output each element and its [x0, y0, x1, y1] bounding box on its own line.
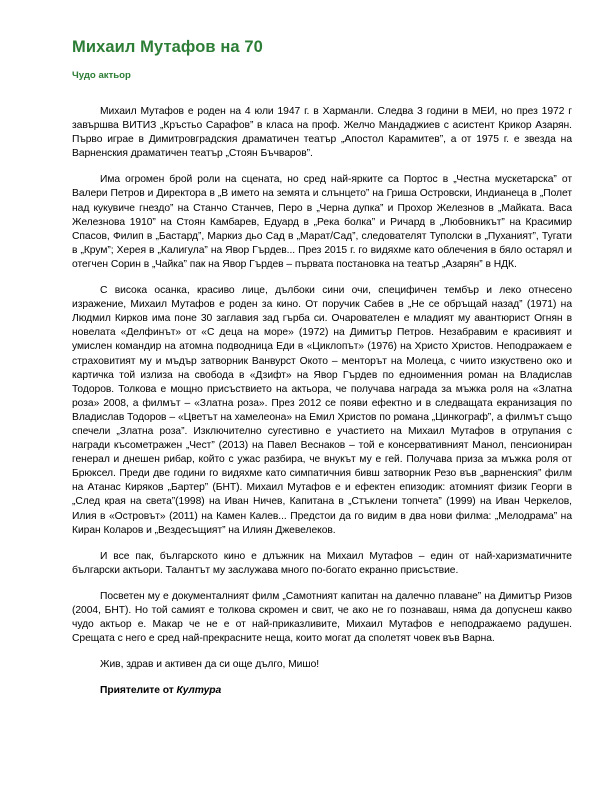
paragraph-1: Михаил Мутафов е роден на 4 юли 1947 г. в Харманли. Следва 3 години в МЕИ, но през 1972 г завършва ВИТИЗ „Кръстьо Сарафов” в класа на проф. Желчо Мандаджиев с асистент Крикор Азарян. Първо играе в Димитровградския драматичен театър „Апостол Карамитев”, а от 1975 г. е звезда на Варненския драматичен театър „Стоян Бъчваров”.	[72, 106, 572, 160]
paragraph-3: С висока осанка, красиво лице, дълбоки сини очи, специфичен тембър и леко отнесено изражение, Михаил Мутафов е роден за кино. От поручик Сабев в „Не се обръщай назад” (1971) на Людмил Кирков има поне 30 заглавия зад гърба си. Очарователен е младият му авантюрист Огнян в новелата «Делфинът» от «С деца на море» (1972) на Димитър Петров. Незабравим е красивият и умислен командир на атомна подводница Еди в «Циклопът» (1976) на Христо Христов. Неподражаем е страховитият му и мъдър затворник Ванвурст Окото – менторът на Молеца, с чиито изкуствено око и картичка той излиза на свобода в «Дзифт» на Явор Гърдев по едноименния роман на Владислав Тодоров. Толкова е мощно присъствието на актьора, че получава награда за мъжка роля на «Златна роза» 2008, а филмът – «Златна роза». През 2012 се появи ефектно и в следващата екранизация по Владислав Тодоров – «Цветът на хамелеона» на Емил Христов по романа „Цинкограф”, а филмът също спечели „Златна роза”. Изключително сугестивно е участието на Михаил Мутафов в отрупания с награди късометражен „Чест” (2013) на Павел Веснаков – той е консервативният Манол, пенсиониран генерал и днешен рибар, който с ужас разбира, че внукът му е гей. Получава приза за мъжка роля от Брюксел. Преди две години го видяхме като симпатичния бивш затворник Резо във „варненския” филм на Атанас Киряков „Бартер” (БНТ). Михаил Мутафов е и ефектен епизодик: атомният физик Георги в „След края на света”(1998) на Иван Ничев, Капитана в „Стъклени топчета” (1999) на Иван Черкелов, Илия в «Островът» (2011) на Камен Калев... Предстои да го видим в два нови филма: „Мелодрама” на Киран Коларов и „Вездесъщият” на Илиян Джевелеков.	[72, 285, 572, 536]
article-title: Михаил Мутафов на 70	[72, 38, 263, 56]
paragraph-6: Жив, здрав и активен да си още дълго, Мишо!	[100, 659, 320, 671]
signature-publication: Култура	[176, 685, 222, 697]
paragraph-2: Има огромен брой роли на сцената, но сред най-ярките са Портос в „Честна мускетарска” от Валери Петров и Директора в „В името на земята и слънцето” на Гриша Островски, Индианеца в „Полет над кукувиче гнездо” на Станчо Станчев, Перо в „Черна дупка” и Прохор Железнов в „Майката. Васа Железнова 1910” на Стоян Камбарев, Едуард в „Река болка” и Ричард в „Любовникът” на Красимир Спасов, Филип в „Бастард”, Маркиз дьо Сад в „Марат/Сад”, следователят Туполски в „Пуханият”, Тугати в „Крум”; Херея в „Калигула” на Явор Гърдев... През 2015 г. го видяхме като облечения в бяло остарял и отегчен Сорин в „Чайка” пак на Явор Гърдев – първата постановка на театър „Азарян” в НДК.	[72, 174, 572, 270]
paragraph-5: Посветен му е документалният филм „Самотният капитан на далечно плаване” на Димитър Ризов (2004, БНТ). Но той самият е толкова скромен и свит, че ако не го познаваш, няма да допуснеш какво чудо актьор е. Макар че не е от най-приказливите, Михаил Мутафов е неподражаемо радушен. Срещата с него е сред най-прекрасните неща, които могат да сполетят човек във Варна.	[72, 590, 572, 645]
signature	[72, 684, 572, 698]
paragraph-4: И все пак, българското кино е длъжник на Михаил Мутафов – един от най-харизматичните български актьори. Талантът му заслужава много по-богато екранно присъствие.	[72, 550, 572, 576]
article-subtitle: Чудо актьор	[72, 70, 131, 81]
article-body	[72, 105, 572, 698]
signature-prefix: Приятелите от	[100, 685, 177, 697]
